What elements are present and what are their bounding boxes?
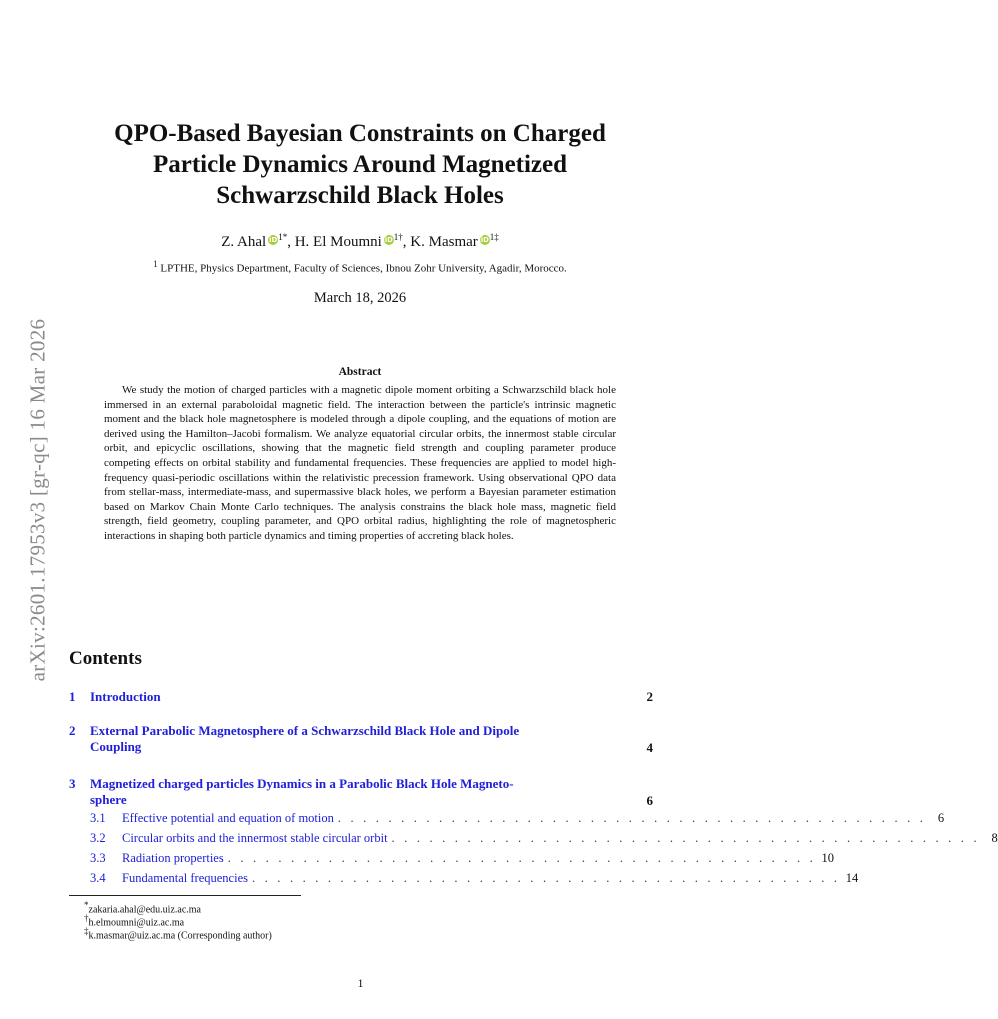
author-affil-mark: 1: [393, 232, 399, 242]
toc-subsection-title[interactable]: Radiation properties: [122, 851, 224, 865]
toc-page-number: 2: [646, 689, 653, 704]
affiliation: [60, 259, 660, 275]
orcid-icon[interactable]: iD: [269, 236, 278, 244]
paper-title: [60, 118, 660, 211]
toc-subsection-number: 3.2: [90, 831, 106, 845]
toc-subsection-title[interactable]: Circular orbits and the innermost stable circular orbit: [122, 831, 388, 845]
toc-subsection-3-4[interactable]: [90, 871, 859, 886]
toc-section-title[interactable]: Introduction: [90, 689, 161, 704]
toc-page-number: 14: [845, 871, 859, 885]
title-line-2: Particle Dynamics Around Magnetized: [152, 151, 568, 178]
toc-title-line: Coupling: [90, 739, 142, 754]
footnote-text: k.masmar@uiz.ac.ma (Corresponding author): [88, 930, 272, 942]
author-affil-mark: 1: [278, 232, 283, 242]
toc-page-number: 4: [646, 740, 653, 755]
toc-leader-dots: . . . . . . . . . . . . . . . . . . . . . . . . . . . . . . . . . . . . . . . . . . . . . . .: [391, 831, 980, 845]
toc-subsection-3-2[interactable]: [90, 831, 998, 846]
toc-subsection-title[interactable]: Effective potential and equation of motion: [122, 811, 334, 825]
page-number: 1: [357, 976, 364, 990]
abstract-heading: Abstract: [338, 366, 382, 378]
toc-subsection-number: 3.1: [90, 811, 106, 825]
toc-title-line: External Parabolic Magnetosphere of a Schwarzschild Black Hole and Dipole: [90, 723, 520, 738]
toc-section-number: 2: [69, 723, 76, 738]
toc-section-2[interactable]: [69, 723, 653, 757]
footnote-mark: ‡: [84, 926, 89, 936]
toc-section-number: 3: [69, 776, 76, 791]
toc-leader-dots: . . . . . . . . . . . . . . . . . . . . . . . . . . . . . . . . . . . . . . . . . . . . . . .: [227, 851, 816, 865]
footnote-text: h.elmoumni@uiz.ac.ma: [88, 917, 185, 929]
toc-subsection-number: 3.3: [90, 851, 106, 865]
footnote-mark: *: [84, 900, 89, 910]
toc-section-title[interactable]: [90, 776, 630, 808]
footnote-3: [84, 926, 272, 941]
toc-page-number: 10: [821, 851, 834, 865]
author-footnote-mark[interactable]: †: [398, 232, 403, 242]
toc-section-number: 1: [69, 689, 76, 704]
toc-title-line: Magnetized charged particles Dynamics in a Parabolic Black Hole Magneto-: [90, 776, 514, 791]
author-name: H. El Moumni: [294, 234, 382, 250]
toc-page-number: 8: [991, 831, 998, 845]
author-name: K. Masmar: [410, 234, 478, 250]
author-footnote-mark[interactable]: ‡: [494, 232, 499, 242]
arxiv-stamp: arXiv:2601.17953v3 [gr-qc] 16 Mar 2026: [25, 318, 50, 682]
toc-page-number: 6: [937, 811, 945, 825]
toc-subsection-title[interactable]: Fundamental frequencies: [122, 871, 248, 885]
affiliation-text: LPTHE, Physics Department, Faculty of Sciences, Ibnou Zohr University, Agadir, Morocco.: [160, 262, 567, 275]
footnote-text: zakaria.ahal@edu.uiz.ac.ma: [88, 904, 201, 916]
affiliation-mark: 1: [153, 259, 158, 269]
author-list: Z. Ahal $iD^{1*}$, H. El Moumni $iD^{1\dagger}$, K. Masmar $iD^{1\ddagger}$: [221, 232, 499, 250]
author-name: Z. Ahal: [221, 234, 267, 250]
orcid-icon[interactable]: iD: [384, 236, 393, 244]
footnote-mark: †: [84, 913, 89, 923]
author-footnote-mark[interactable]: *: [282, 232, 288, 242]
toc-leader-dots: . . . . . . . . . . . . . . . . . . . . . . . . . . . . . . . . . . . . . . . . . . . . . . .: [337, 811, 927, 825]
toc-subsection-3-1[interactable]: [90, 811, 945, 826]
toc-page-number: 6: [646, 793, 653, 808]
toc-leader-dots: . . . . . . . . . . . . . . . . . . . . . . . . . . . . . . . . . . . . . . . . . . . . . . .: [252, 871, 841, 885]
toc-subsection-3-3[interactable]: [90, 851, 834, 866]
contents-heading: Contents: [69, 648, 142, 669]
toc-section-3[interactable]: [69, 776, 653, 810]
title-line-1: QPO-Based Bayesian Constraints on Charged: [114, 120, 606, 147]
author-affil-mark: 1: [489, 232, 495, 242]
abstract-body: We study the motion of charged particles with a magnetic dipole moment orbiting a Schwarzschild black hole immersed in an external paraboloidal magnetic field. The interaction between the particle's intrinsic magnetic moment and the black hole magnetosphere is modeled through a dipole coupling, and the equations of motion are derived using the Hamilton–Jacobi formalism. We analyze equatorial circular orbits, the innermost stable circular orbit, and epicyclic oscillations, showing that the magnetic field strength and coupling parameter produce competing effects on orbital stability and fundamental frequencies. These frequencies are applied to model high-frequency quasi-periodic oscillations within the relativistic precession framework. Using observational QPO data from stellar-mass, intermediate-mass, and supermassive black holes, we perform a Bayesian parameter estimation based on Markov Chain Monte Carlo techniques. The analysis constrains the black hole mass, magnetic field strength, field geometry, coupling parameter, and QPO orbital radius, highlighting the role of magnetospheric interactions in shaping both particle dynamics and timing properties of accreting black holes.: [104, 384, 616, 542]
title-line-3: Schwarzschild Black Holes: [216, 182, 504, 209]
toc-subsection-number: 3.4: [90, 871, 106, 885]
toc-title-line: sphere: [90, 792, 127, 807]
toc-section-1[interactable]: [69, 689, 653, 707]
publication-date: March 18, 2026: [313, 290, 407, 306]
footnote-divider: [69, 895, 301, 896]
orcid-icon[interactable]: iD: [480, 236, 489, 244]
toc-section-title[interactable]: [90, 723, 630, 755]
